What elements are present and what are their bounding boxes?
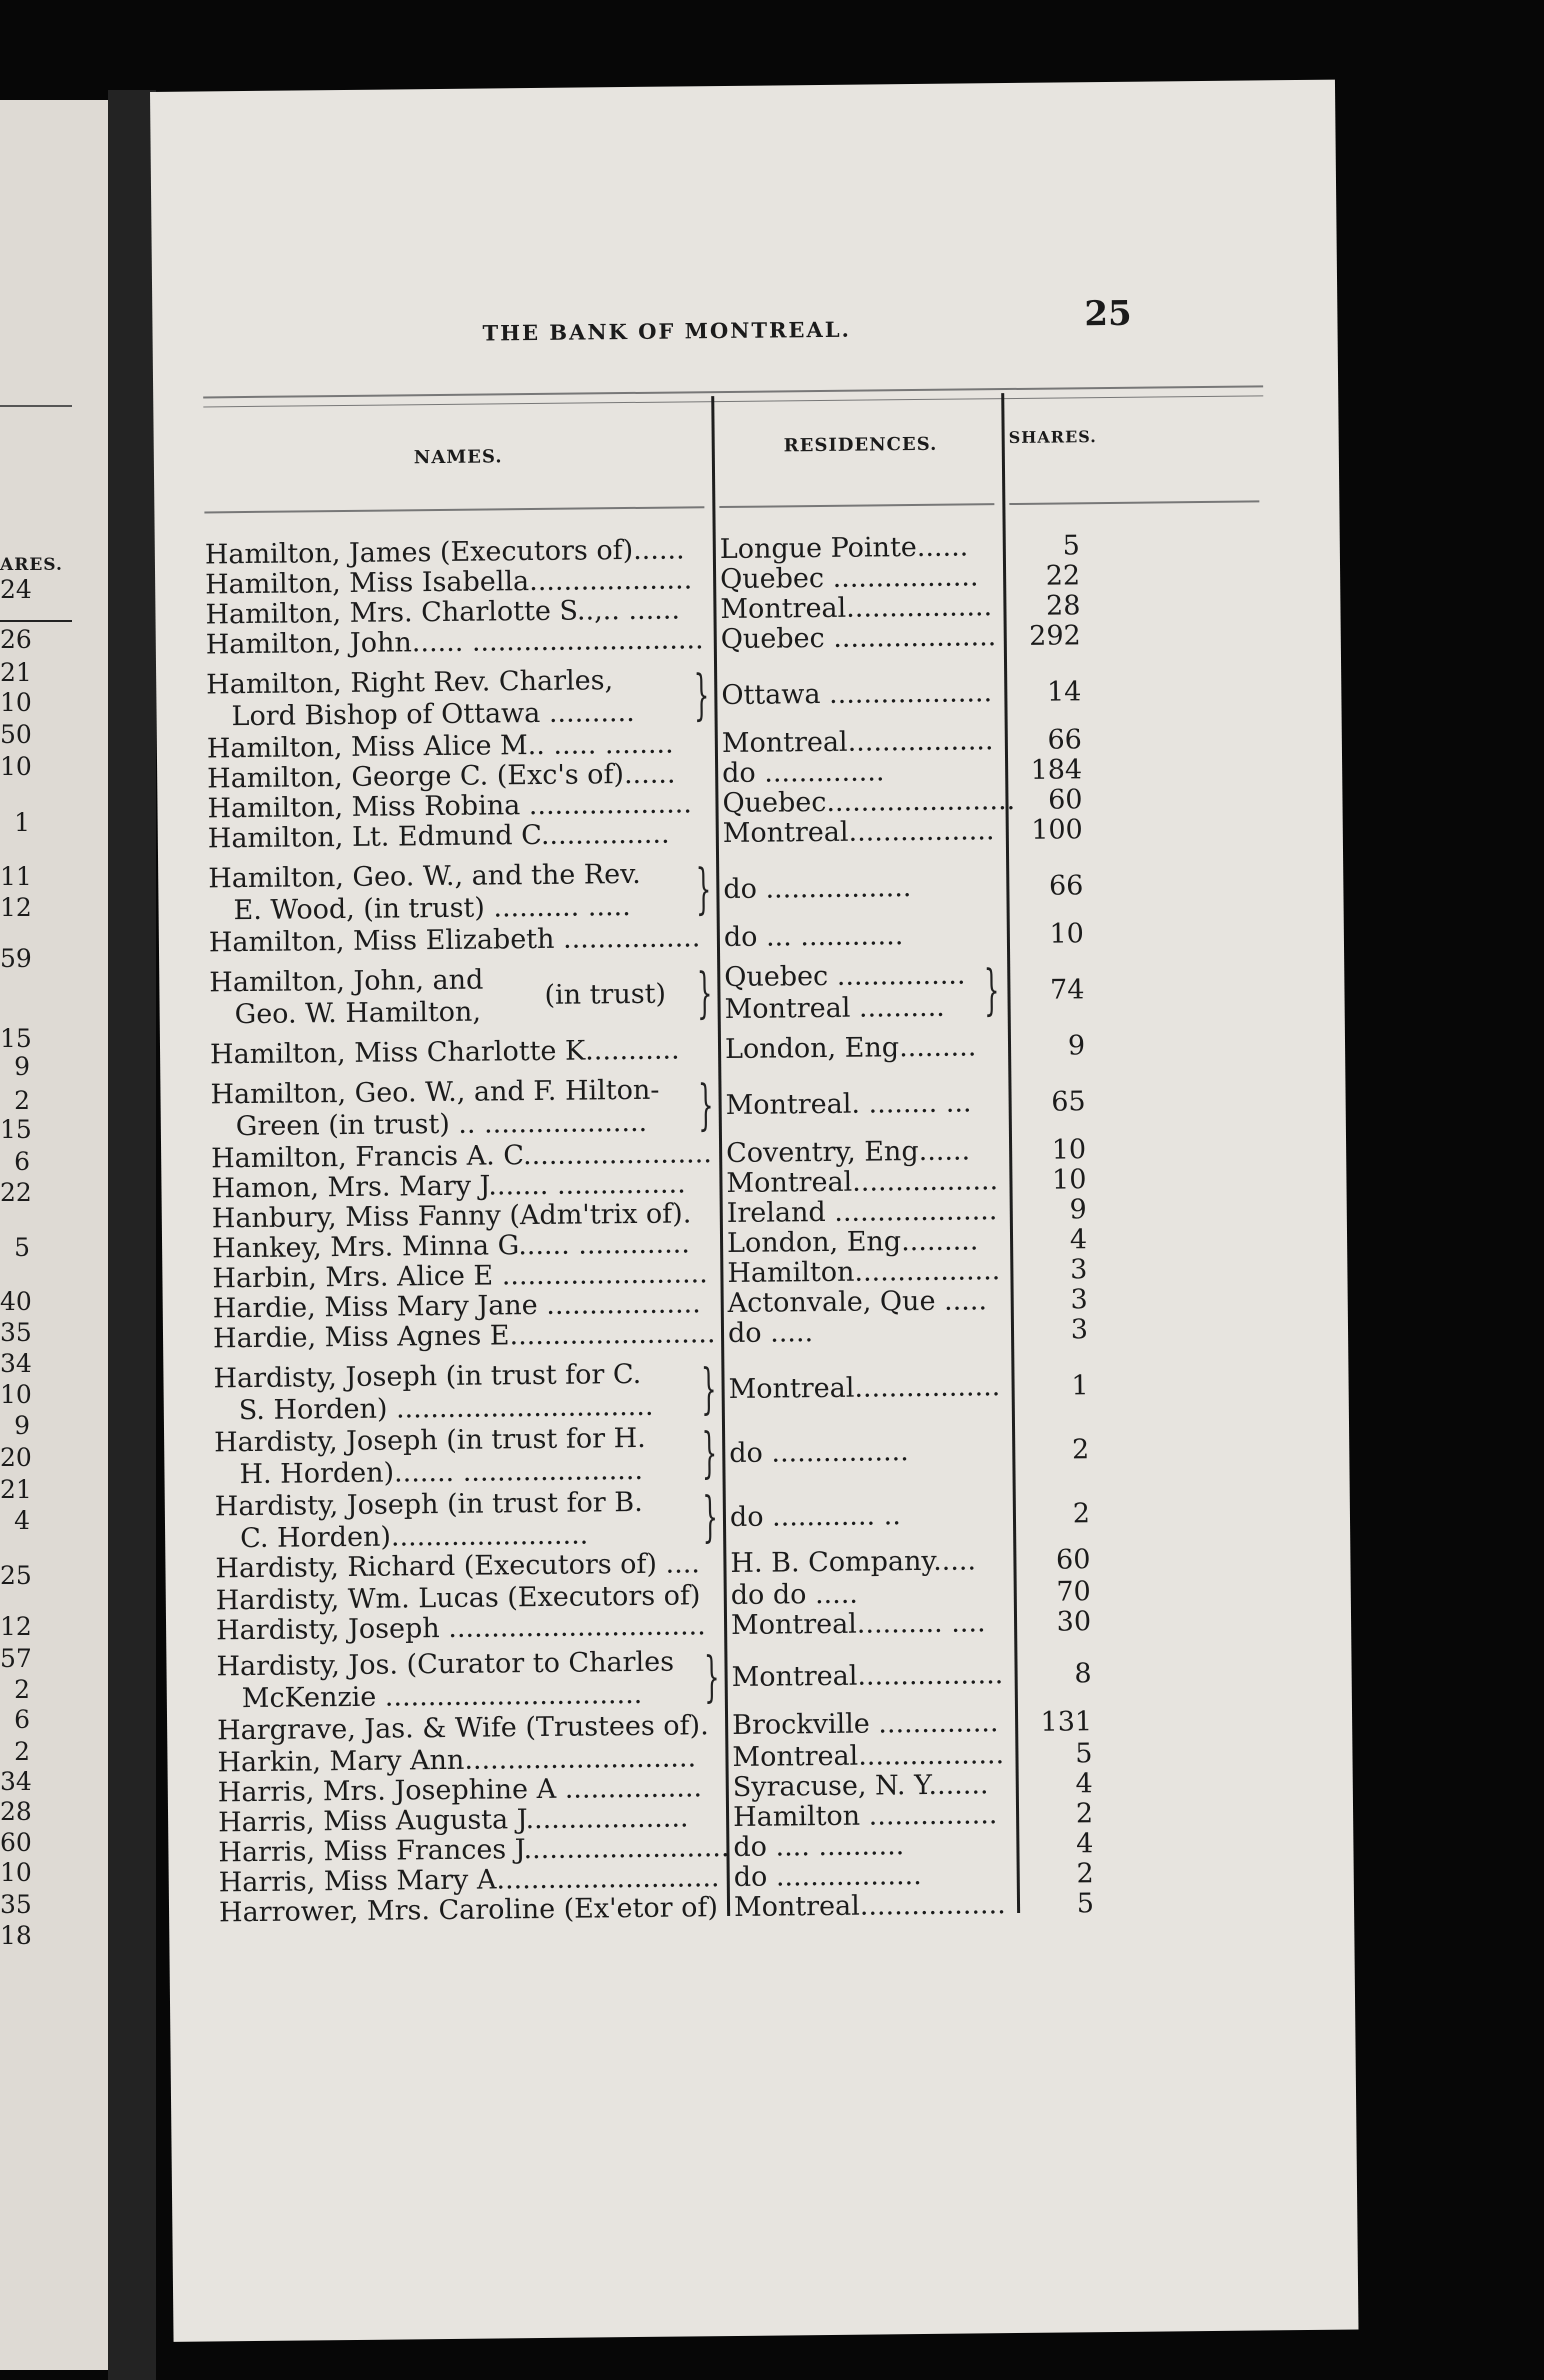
left-page-share-count: 21 [0, 1475, 32, 1504]
share-count: 292 [1029, 620, 1081, 652]
residences-header: RESIDENCES. [783, 433, 938, 457]
residence: Quebec ................... [720, 621, 997, 656]
left-page-share-count: 11 [0, 862, 32, 891]
share-count: 9 [1069, 1194, 1087, 1226]
shareholder-name: Hamilton, Miss Robina ................... [207, 788, 693, 825]
share-count: 5 [1076, 1888, 1095, 1920]
share-count: 28 [1045, 590, 1081, 622]
header-rule [204, 506, 704, 513]
running-head: THE BANK OF MONTREAL. [482, 316, 851, 346]
shareholder-name: Hamilton, Right Rev. Charles, [206, 665, 614, 701]
residence: Syracuse, N. Y....... [732, 1769, 989, 1803]
list-item [160, 1068, 1260, 1143]
residence: Montreal................. [728, 1371, 1001, 1406]
bracket-mark: } [703, 1645, 720, 1709]
list-item [163, 1352, 1263, 1427]
residence: Montreal................. [732, 1739, 1005, 1773]
shareholder-name: Hamilton, Miss Elizabeth ................ [208, 922, 701, 959]
residence: do ..... [727, 1317, 814, 1350]
share-count: 66 [1048, 870, 1084, 902]
residence: Brockville .............. [731, 1707, 999, 1741]
residence: Montreal................. [722, 815, 995, 850]
residence-continued: Montreal .......... [724, 991, 945, 1026]
residence: Montreal................. [726, 1165, 999, 1200]
left-page-rule [0, 620, 72, 622]
shareholder-name: Hardisty, Richard (Executors of) .... [215, 1548, 701, 1585]
residence: Actonvale, Que ..... [727, 1285, 988, 1320]
shareholder-name-continued: McKenzie .............................. [241, 1678, 643, 1715]
bracket-mark: } [700, 1357, 717, 1421]
left-page-share-count: 59 [0, 944, 32, 973]
shareholder-name: Harbin, Mrs. Alice E ........................ [212, 1258, 708, 1295]
residence: Montreal................. [731, 1659, 1004, 1693]
share-count: 5 [1062, 530, 1080, 562]
share-count: 3 [1070, 1254, 1088, 1286]
left-page-share-count: 15 [0, 1115, 32, 1144]
share-count: 74 [1049, 974, 1085, 1006]
residence: Quebec...................... [722, 784, 1016, 820]
left-page-share-count: 6 [14, 1705, 30, 1734]
share-count: 2 [1075, 1798, 1094, 1830]
left-page-share-count: 9 [14, 1052, 30, 1081]
residence: Quebec ............... [724, 959, 966, 994]
bracket-mark: } [702, 1485, 719, 1549]
share-count: 184 [1030, 754, 1083, 786]
left-page-share-count: 24 [0, 575, 32, 604]
list-item [156, 658, 1256, 733]
left-page-share-count: 10 [0, 688, 32, 717]
left-page-share-count: 4 [14, 1506, 30, 1535]
share-count: 30 [1056, 1606, 1092, 1638]
left-page-share-count: 34 [0, 1349, 32, 1378]
shareholder-name-continued: Green (in trust) .. ................... [235, 1106, 648, 1143]
shareholder-name: Hamilton, Miss Alice M.. ..... ........ [206, 728, 674, 765]
share-count: 131 [1040, 1706, 1093, 1738]
book-gutter [108, 90, 156, 2380]
residence: Hamilton................. [727, 1255, 1001, 1290]
share-count: 2 [1072, 1498, 1091, 1530]
left-page-share-count: 18 [0, 1921, 32, 1950]
top-rule [203, 395, 1263, 407]
shareholder-name-continued: Geo. W. Hamilton, [234, 996, 482, 1031]
residence: do ................ [729, 1436, 909, 1470]
residence: Montreal................. [733, 1889, 1006, 1923]
share-count: 60 [1047, 784, 1083, 816]
residence: Quebec ................. [719, 561, 979, 596]
left-page-fragment [0, 100, 110, 2370]
residence: Ireland ................... [726, 1195, 998, 1230]
residence: do ............ .. [729, 1500, 901, 1534]
shareholder-name-continued: E. Wood, (in trust) .......... ..... [233, 891, 631, 927]
bracket-mark: } [696, 961, 713, 1025]
left-page-share-count: 22 [0, 1178, 32, 1207]
shareholder-name: Hamilton, Miss Isabella................... [205, 564, 693, 601]
left-page-share-count: 2 [14, 1737, 30, 1766]
shareholder-name: Hamilton, Francis A. C...................... [211, 1138, 712, 1175]
share-count: 66 [1047, 724, 1082, 756]
share-count: 65 [1051, 1086, 1086, 1118]
shareholder-name: Hardisty, Joseph (in trust for B. [214, 1486, 643, 1523]
bracket-mark: } [697, 1073, 714, 1137]
left-page-share-count: 20 [0, 1443, 32, 1472]
left-page-share-count: 50 [0, 720, 32, 749]
share-count: 1 [1071, 1370, 1089, 1402]
left-page-share-count: 34 [0, 1767, 32, 1796]
shareholder-name: Hardie, Miss Mary Jane .................. [212, 1288, 701, 1325]
left-page-share-count: 57 [0, 1644, 32, 1673]
shareholder-name-continued: S. Horden) .............................. [238, 1390, 654, 1427]
list-item [160, 1028, 1260, 1072]
left-page-share-count: 5 [14, 1233, 30, 1262]
shareholder-name: Hardisty, Joseph (in trust for C. [213, 1358, 642, 1395]
share-count: 4 [1076, 1828, 1094, 1860]
shareholder-name: Hamilton, James (Executors of)...... [204, 534, 685, 571]
shareholder-name: Hankey, Mrs. Minna G...... ............. [211, 1228, 691, 1265]
shareholder-name: Hardisty, Joseph (in trust for H. [213, 1422, 646, 1459]
left-page-share-count: 2 [14, 1675, 30, 1704]
shareholder-name: Hardisty, Wm. Lucas (Executors of) [215, 1580, 701, 1617]
names-header: NAMES. [413, 446, 503, 469]
share-count: 3 [1070, 1284, 1088, 1316]
shareholder-name: Hanbury, Miss Fanny (Adm'trix of). [211, 1198, 692, 1235]
residence: Hamilton ............... [732, 1799, 998, 1833]
residence: Montreal. ........ ... [725, 1087, 972, 1122]
shareholder-name: Hamilton, George C. (Exc's of)...... [207, 758, 676, 795]
left-page-share-count: 40 [0, 1287, 32, 1316]
left-page-rule [0, 405, 72, 407]
residence: do do ..... [730, 1578, 859, 1611]
shareholder-name: Hamilton, Geo. W., and the Rev. [208, 858, 641, 895]
share-count: 4 [1069, 1224, 1088, 1256]
share-count: 70 [1056, 1576, 1091, 1608]
shareholder-name: Hamon, Mrs. Mary J....... ............... [211, 1168, 686, 1205]
shareholder-name: Harris, Miss Augusta J................... [217, 1802, 689, 1839]
left-page-share-count: 26 [0, 625, 32, 654]
shareholder-name: Hardisty, Joseph .............................. [215, 1610, 706, 1647]
shareholder-name-continued: H. Horden)....... ..................... [239, 1454, 644, 1491]
page-number: 25 [1084, 293, 1132, 335]
share-count: 2 [1076, 1858, 1094, 1890]
list-item [158, 852, 1258, 927]
shareholder-name: Harris, Miss Frances J........................ [218, 1832, 730, 1869]
shareholder-name: Hamilton, Mrs. Charlotte S..,.. ...... [205, 594, 681, 631]
left-page-share-count: 35 [0, 1890, 32, 1919]
shareholder-name: Harrower, Mrs. Caroline (Ex'etor of) [218, 1892, 719, 1929]
share-count: 9 [1067, 1030, 1086, 1062]
shareholder-name: Hamilton, John, and [209, 964, 484, 999]
left-page-share-count: 1 [14, 808, 30, 837]
shareholder-name: Hardisty, Jos. (Curator to Charles [216, 1646, 675, 1683]
residence: Ottawa ................... [721, 677, 993, 712]
residence: Longue Pointe...... [719, 531, 969, 566]
share-count: 100 [1031, 814, 1083, 846]
shareholder-name: Harkin, Mary Ann........................... [217, 1742, 697, 1779]
residence: Montreal................. [721, 725, 994, 760]
residence: London, Eng......... [724, 1031, 977, 1066]
left-page-share-count: 35 [0, 1318, 32, 1347]
residence: Montreal................. [720, 591, 993, 626]
left-page-shares-header: ARES. [0, 555, 63, 575]
residence: do .... .......... [733, 1830, 905, 1863]
share-count: 10 [1049, 918, 1085, 950]
shareholder-name: Hamilton, Miss Charlotte K........... [209, 1034, 680, 1071]
share-count: 4 [1075, 1768, 1093, 1800]
share-count: 8 [1074, 1658, 1092, 1690]
left-page-share-count: 15 [0, 1024, 32, 1053]
residence: Montreal.......... .... [730, 1607, 986, 1641]
shareholder-name: Hardie, Miss Agnes E........................ [212, 1318, 716, 1355]
residence: do .............. [722, 756, 885, 790]
list-item [166, 1640, 1266, 1715]
share-count: 10 [1051, 1164, 1087, 1196]
shareholder-name: Harris, Miss Mary A.......................... [218, 1862, 720, 1899]
bracket-mark: } [983, 958, 1000, 1022]
left-page-share-count: 10 [0, 1380, 32, 1409]
left-page-share-count: 25 [0, 1561, 32, 1590]
trust-note: (in trust) [544, 978, 667, 1011]
bracket-mark: } [693, 663, 710, 727]
bracket-mark: } [695, 857, 712, 921]
header-rule [719, 503, 994, 508]
left-page-share-count: 2 [14, 1086, 30, 1115]
left-page-share-count: 10 [0, 752, 32, 781]
share-count: 14 [1046, 676, 1082, 708]
residence: do ................. [723, 872, 912, 906]
left-page-share-count: 10 [0, 1858, 32, 1887]
left-page-share-count: 21 [0, 658, 32, 687]
shareholder-name: Hamilton, John...... ........................... [205, 624, 704, 661]
left-page-share-count: 6 [14, 1147, 30, 1176]
shareholder-name: Hamilton, Lt. Edmund C............... [207, 818, 670, 855]
header-rule [1009, 500, 1259, 505]
share-count: 60 [1055, 1544, 1091, 1576]
left-page-share-count: 12 [0, 893, 32, 922]
shareholder-name: Harris, Mrs. Josephine A ................ [217, 1772, 703, 1809]
left-page-share-count: 9 [14, 1411, 30, 1440]
residence: Coventry, Eng...... [725, 1135, 971, 1170]
share-count: 2 [1071, 1434, 1090, 1466]
shares-header: SHARES. [1008, 427, 1097, 448]
share-count: 22 [1045, 560, 1081, 592]
document-page [150, 80, 1358, 2342]
left-page-share-count: 12 [0, 1612, 32, 1641]
residence: H. B. Company..... [730, 1545, 977, 1580]
residence: do ................. [733, 1860, 922, 1893]
left-page-share-count: 60 [0, 1828, 32, 1857]
shareholder-name-continued: Lord Bishop of Ottawa .......... [231, 696, 635, 733]
bracket-mark: } [701, 1421, 718, 1485]
shareholder-name: Hamilton, Geo. W., and F. Hilton- [210, 1074, 660, 1111]
residence: do ... ............ [723, 920, 904, 954]
shareholder-name-continued: C. Horden)....................... [239, 1519, 589, 1555]
shareholder-name: Hargrave, Jas. & Wife (Trustees of). [217, 1710, 709, 1747]
share-count: 3 [1070, 1314, 1089, 1346]
left-page-share-count: 28 [0, 1797, 32, 1826]
residence: London, Eng......... [726, 1225, 979, 1260]
share-count: 10 [1051, 1134, 1087, 1166]
list-item [159, 956, 1259, 1031]
share-count: 5 [1075, 1738, 1093, 1770]
